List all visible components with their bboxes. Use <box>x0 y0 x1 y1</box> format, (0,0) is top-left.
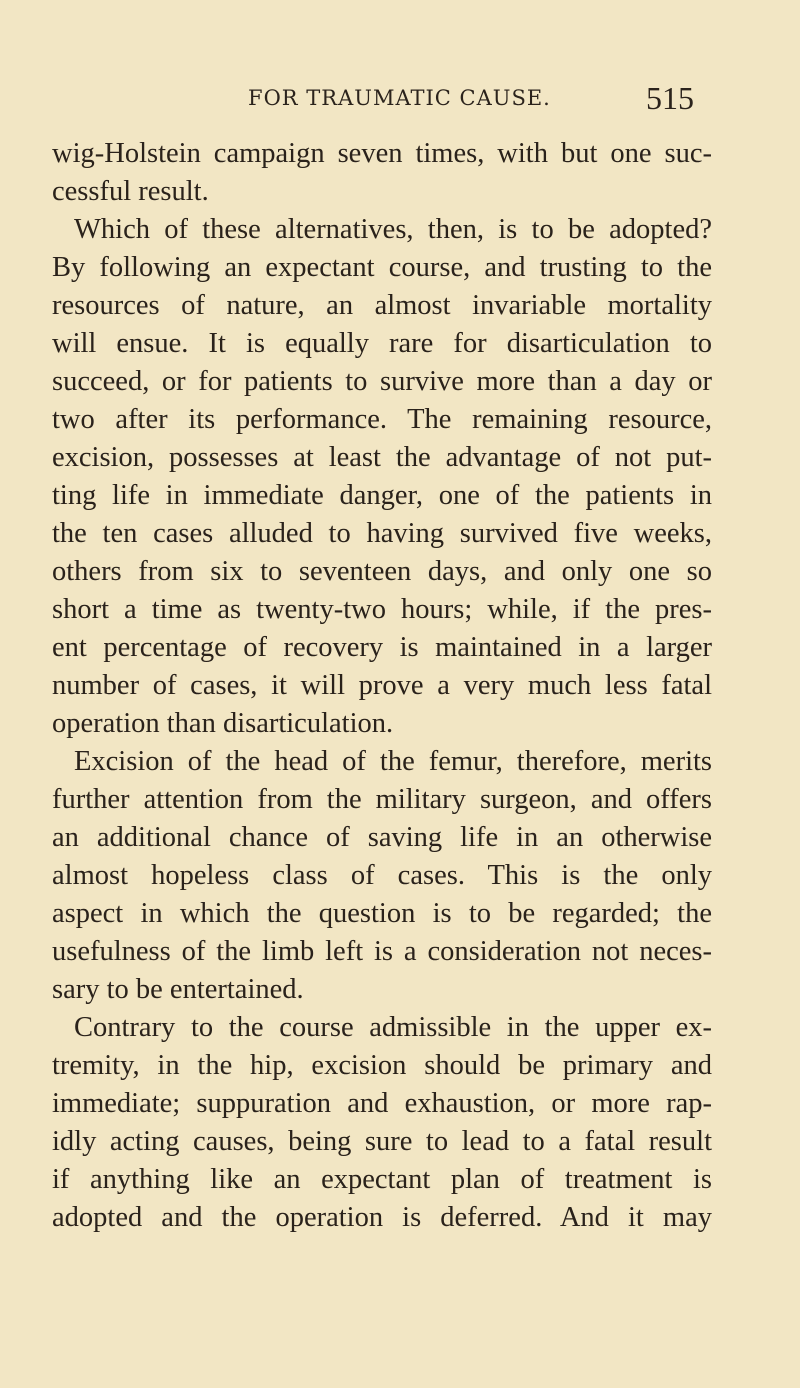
text-line: By following an expectant course, and trusting to the <box>52 252 712 283</box>
text-line: resources of nature, an almost invariable mortality <box>52 290 712 321</box>
text-line: Which of these alternatives, then, is to be adopted? <box>74 214 712 245</box>
text-line: idly acting causes, being sure to lead to a fatal result <box>52 1126 712 1157</box>
text-line: if anything like an expectant plan of treatment is <box>52 1164 712 1195</box>
text-line: almost hopeless class of cases. This is the only <box>52 860 712 891</box>
text-line: adopted and the operation is deferred. And it may <box>52 1202 712 1233</box>
text-line: immediate; suppuration and exhaustion, or more rap- <box>52 1088 712 1119</box>
text-line: cessful result. <box>52 176 209 207</box>
text-line: others from six to seventeen days, and only one so <box>52 556 712 587</box>
text-line: Contrary to the course admissible in the upper ex- <box>74 1012 712 1043</box>
running-head: FOR TRAUMATIC CAUSE. <box>248 86 551 110</box>
text-line: further attention from the military surgeon, and offers <box>52 784 712 815</box>
text-line: an additional chance of saving life in an otherwise <box>52 822 712 853</box>
text-line: ent percentage of recovery is maintained in a larger <box>52 632 712 663</box>
body-text <box>52 135 712 1237</box>
text-line: succeed, or for patients to survive more than a day or <box>52 366 712 397</box>
text-line: usefulness of the limb left is a consideration not neces- <box>52 936 712 967</box>
text-line: will ensue. It is equally rare for disarticulation to <box>52 328 712 359</box>
text-line: the ten cases alluded to having survived five weeks, <box>52 518 712 549</box>
text-line: two after its performance. The remaining resource, <box>52 404 712 435</box>
text-line: ting life in immediate danger, one of the patients in <box>52 480 712 511</box>
text-line: wig-Holstein campaign seven times, with but one suc- <box>52 138 712 169</box>
text-line: Excision of the head of the femur, therefore, merits <box>74 746 712 777</box>
text-line: short a time as twenty-two hours; while, if the pres- <box>52 594 712 625</box>
text-line: number of cases, it will prove a very much less fatal <box>52 670 712 701</box>
page-number: 515 <box>646 80 694 116</box>
text-line: excision, possesses at least the advantage of not put- <box>52 442 712 473</box>
text-line: sary to be entertained. <box>52 974 304 1005</box>
text-line: operation than disarticulation. <box>52 708 394 739</box>
text-line: tremity, in the hip, excision should be primary and <box>52 1050 712 1081</box>
text-line: aspect in which the question is to be regarded; the <box>52 898 712 929</box>
